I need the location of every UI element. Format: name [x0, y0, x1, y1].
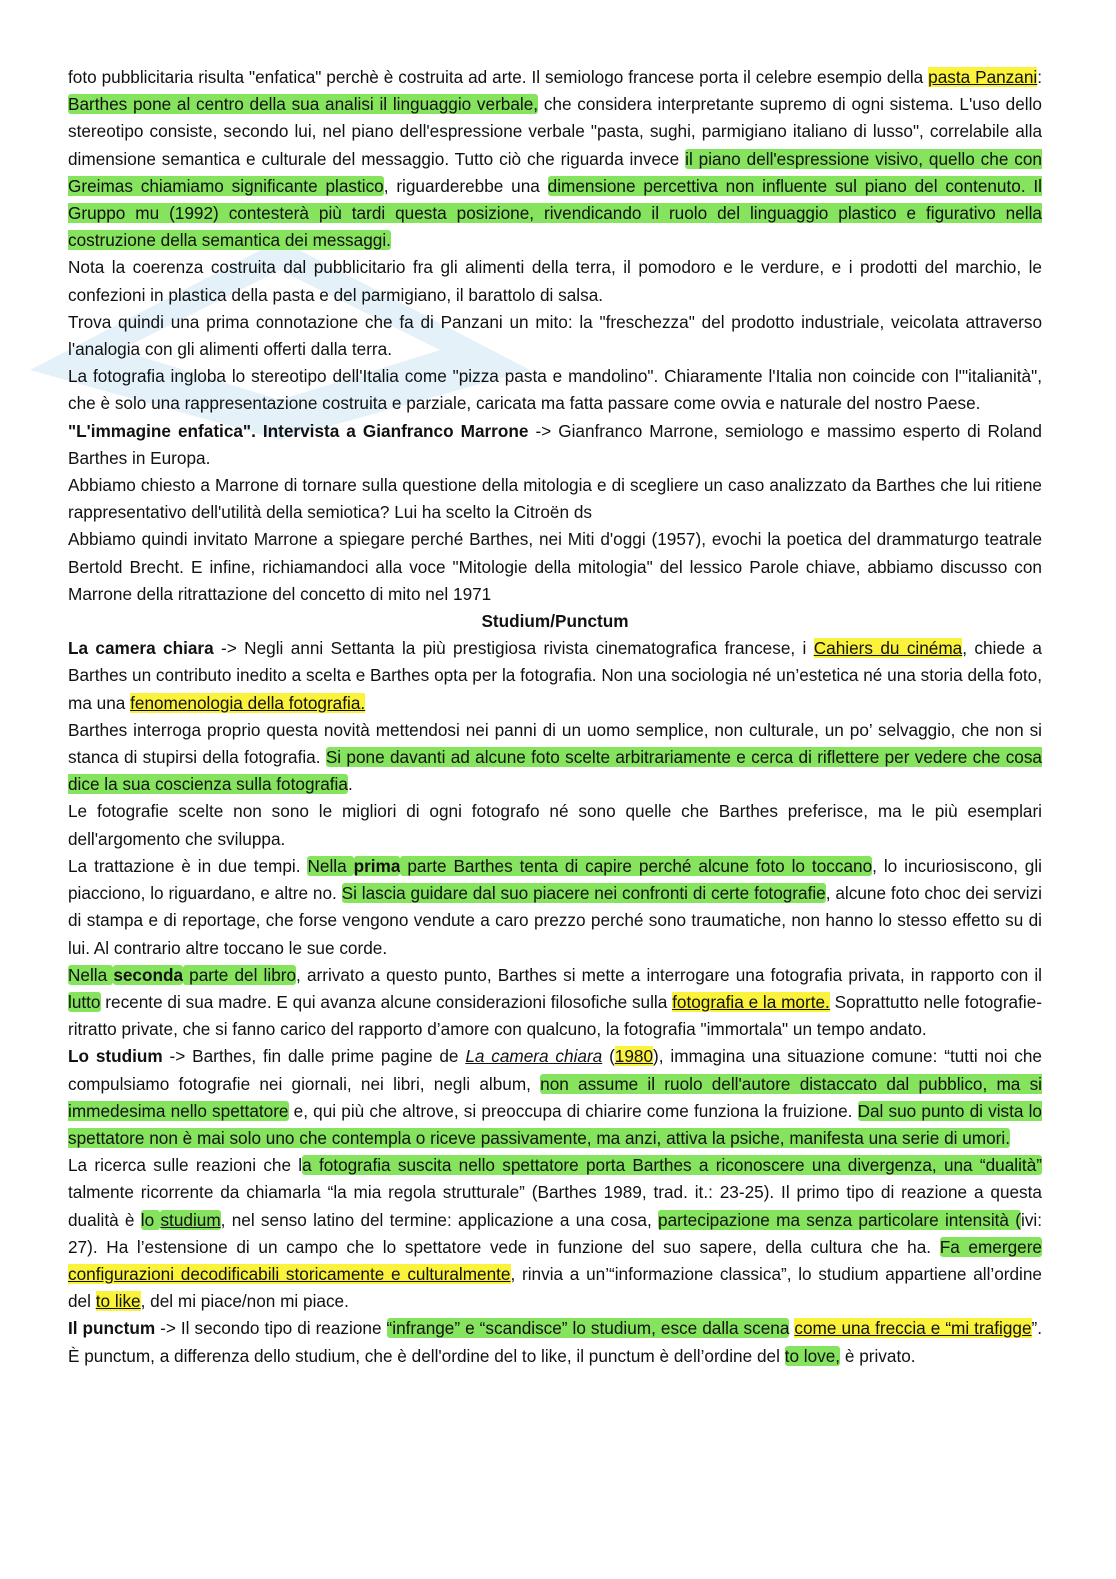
text-run: (	[602, 1046, 615, 1067]
bold-term: Lo studium	[68, 1046, 163, 1067]
text-run: -> Negli anni Settanta la più prestigiosa rivista cinematografica francese, i	[213, 638, 814, 659]
highlight-green: Si lascia guidare dal suo piacere nei confronti di certe fotografie	[341, 883, 826, 904]
text-run: Studium/Punctum	[481, 611, 629, 632]
text-run: La camera chiara	[465, 1046, 603, 1067]
text-run: Nota la coerenza costruita dal pubblicitario fra gli alimenti della terra, il pomodoro e le verdure, e i prodotti del marchio, le confezioni in plastica della pasta e del parmigiano, il barattolo di salsa.	[68, 257, 1042, 305]
paragraph	[68, 254, 1042, 308]
text-run: che considera interpretante supremo di ogni sistema. L'uso dello stereotipo consiste, secondo lui, nel piano dell'espressione verbale "pasta, sughi, parmigiano italiano di lusso", correlabile alla dimensione semantica e culturale del messaggio. Tutto ciò che riguarda invece	[68, 94, 1042, 169]
paragraph	[68, 64, 1042, 254]
text-run: è privato.	[840, 1345, 916, 1366]
highlight-yellow: to like	[95, 1291, 141, 1312]
highlight-green: Si pone davanti ad alcune foto scelte arbitrariamente e cerca di riflettere per vedere che cosa dice la sua coscienza sulla fotografia	[68, 747, 1042, 795]
highlight-yellow: fenomenologia della fotografia.	[130, 692, 366, 713]
text-run: ), immagina una situazione comune: “tutti noi che compulsiamo fotografie nei giornali, nei libri, negli album,	[68, 1046, 1042, 1094]
text-run: -> Il secondo tipo di reazione	[155, 1318, 387, 1339]
text-run: La fotografia ingloba lo stereotipo dell'Italia come "pizza pasta e mandolino". Chiaramente l'Italia non coincide con l'"italianità", che è solo una rappresentazione costruita e parziale, caricata ma fatta passare come ovvia e naturale del nostro Paese.	[68, 366, 1042, 414]
text-run: ivi: 27). Ha l’estensione di un campo che lo spettatore vede in funzione del suo sapere, della cultura che ha.	[68, 1209, 1043, 1257]
highlight-green: a fotografia suscita nello spettatore porta Barthes a riconoscere una divergenza, una “dualità”	[302, 1155, 1042, 1176]
text-run: Soprattutto nelle fotografie-ritratto private, che si fanno carico del rapporto d’amore con qualcuno, la fotografia "immortala" un tempo andato.	[68, 991, 1042, 1040]
highlight-green: il piano dell'espressione visivo, quello che con Greimas chiamiamo significante plastico	[68, 148, 1042, 196]
text-run: -> Gianfranco Marrone, semiologo e massimo esperto di Roland Barthes in Europa.	[68, 420, 1042, 468]
highlight-green: non assume il ruolo dell'autore distaccato dal pubblico, ma si immedesima nello spettatore	[68, 1073, 1042, 1121]
highlight-green: Barthes pone al centro della sua analisi il linguaggio verbale,	[68, 94, 539, 115]
highlight-green: parte Barthes tenta di capire perché alcune foto lo toccano	[400, 855, 873, 876]
highlight-green: dimensione percettiva non influente sul piano del contenuto. Il Gruppo mu (1992) contesterà più tardi questa posizione, rivendicando il ruolo del linguaggio plastico e figurativo nella costruzione della semantica dei messaggi.	[68, 175, 1043, 251]
paragraph	[68, 1152, 1042, 1315]
paragraph	[68, 1315, 1042, 1369]
highlight-green: “infrange” e “scandisce” lo studium, esce dalla scena	[386, 1318, 790, 1339]
text-run: La ricerca sulle reazioni che l	[68, 1155, 303, 1176]
highlight-green: seconda	[113, 964, 184, 985]
highlight-green: lo	[140, 1209, 161, 1230]
text-run: , alcune foto choc dei servizi di stampa e di reportage, che forse vengono vendute a caro prezzo perché sono traumatiche, non hanno lo stesso effetto su di lui. Al contrario altre toccano le sue corde.	[68, 883, 1042, 958]
text-run: talmente ricorrente da chiamarla “la mia regola strutturale” (Barthes 1989, trad. it.: 23-25). Il primo tipo di reazione a questa dualità è	[68, 1182, 1042, 1230]
paragraph	[68, 526, 1042, 608]
bold-term: "L'immagine enfatica". Intervista a Gianfranco Marrone	[68, 420, 529, 441]
text-run: , riguarderebbe una	[383, 175, 548, 196]
highlight-yellow: 1980	[614, 1046, 654, 1067]
text-run: foto pubblicitaria risulta "enfatica" perchè è costruita ad arte. Il semiologo francese porta il celebre esempio della	[68, 67, 929, 87]
text-run: , nel senso latino del termine: applicazione a una cosa,	[220, 1209, 659, 1230]
paragraph	[68, 309, 1042, 363]
bold-term: Il punctum	[68, 1318, 156, 1339]
text-run: , del mi piace/non mi piace.	[140, 1291, 349, 1312]
text-run: recente di sua madre. E qui avanza alcune considerazioni filosofiche sulla	[100, 991, 673, 1012]
highlight-yellow: fotografia e la morte.	[672, 991, 830, 1012]
text-run: , chiede a Barthes un contributo inedito a scelta e Barthes opta per la fotografia. Non una sociologia né un’estetica né una storia della foto, ma una	[68, 638, 1042, 713]
highlight-yellow: Cahiers du cinéma	[813, 638, 963, 659]
paragraph	[68, 1043, 1042, 1152]
text-run: Le fotografie scelte non sono le migliori di ogni fotografo né sono quelle che Barthes preferisce, ma le più esemplari dell'argomento che sviluppa.	[68, 801, 1042, 849]
highlight-yellow: pasta Panzani	[928, 67, 1038, 87]
text-run: ”. È punctum, a differenza dello studium, che è dell'ordine del to like, il punctum è dell’ordine del	[68, 1318, 1043, 1366]
text-run: Abbiamo quindi invitato Marrone a spiegare perché Barthes, nei Miti d'oggi (1957), evochi la poetica del drammaturgo teatrale Bertold Brecht. E infine, richiamandoci alla voce "Mitologie della mitologia" del lessico Parole chiave, abbiamo discusso con Marrone della ritrattazione del concetto di mito nel 1971	[68, 529, 1042, 604]
text-run: e, qui più che altrove, si preoccupa di chiarire come funziona la fruizione.	[288, 1100, 858, 1121]
highlight-green: prima	[353, 855, 401, 876]
text-run: .	[347, 774, 353, 795]
text-run: Trova quindi una prima connotazione che fa di Panzani un mito: la "freschezza" del prodotto industriale, veicolata attraverso l'analogia con gli alimenti offerti dalla terra.	[68, 311, 1042, 360]
highlight-green: parte del libro	[183, 964, 297, 985]
bold-term: La camera chiara	[68, 638, 214, 659]
highlight-yellow: configurazioni decodificabili storicamente e culturalmente	[68, 1263, 511, 1284]
highlight-green: Nella	[307, 855, 354, 876]
text-run: :	[1037, 67, 1042, 87]
document-body	[68, 64, 1042, 1370]
text-run: La trattazione è in due tempi.	[68, 855, 308, 876]
highlight-green: lutto	[68, 991, 101, 1012]
paragraph	[68, 635, 1042, 717]
section-heading	[68, 608, 1042, 635]
paragraph	[68, 472, 1042, 526]
paragraph	[68, 962, 1042, 1044]
paragraph	[68, 363, 1042, 417]
highlight-green: Dal suo punto di vista lo spettatore non è mai solo uno che contempla o riceve passivamente, ma anzi, attiva la psiche, manifesta una serie di umori.	[68, 1100, 1042, 1148]
highlight-yellow: come una freccia e “mi trafigge	[794, 1318, 1032, 1339]
text-run: Abbiamo chiesto a Marrone di tornare sulla questione della mitologia e di scegliere un caso analizzato da Barthes che lui ritiene rappresentativo dell'utilità della semiotica? Lui ha scelto la Citroën ds	[68, 475, 1042, 523]
text-run: -> Barthes, fin dalle prime pagine de	[162, 1046, 466, 1067]
paragraph	[68, 418, 1042, 472]
paragraph	[68, 717, 1042, 799]
highlight-green: Nella	[68, 964, 114, 985]
text-run: , arrivato a questo punto, Barthes si mette a interrogare una fotografia privata, in rapporto con il	[296, 964, 1042, 985]
text-run: Barthes interroga proprio questa novità mettendosi nei panni di un uomo semplice, non culturale, un po’ selvaggio, che non si stanca di stupirsi della fotografia.	[68, 719, 1042, 768]
highlight-green: partecipazione ma senza particolare intensità (	[658, 1209, 1021, 1230]
text-run: , rinvia a un’“informazione classica”, lo studium appartiene all’ordine del	[68, 1263, 1042, 1312]
highlight-green: studium	[160, 1209, 221, 1230]
paragraph	[68, 798, 1042, 852]
highlight-green: Fa emergere	[939, 1236, 1042, 1257]
text-run: , lo incuriosiscono, gli piacciono, lo riguardano, e altre no.	[68, 855, 1042, 904]
highlight-green: to love,	[784, 1345, 841, 1366]
paragraph	[68, 853, 1042, 962]
